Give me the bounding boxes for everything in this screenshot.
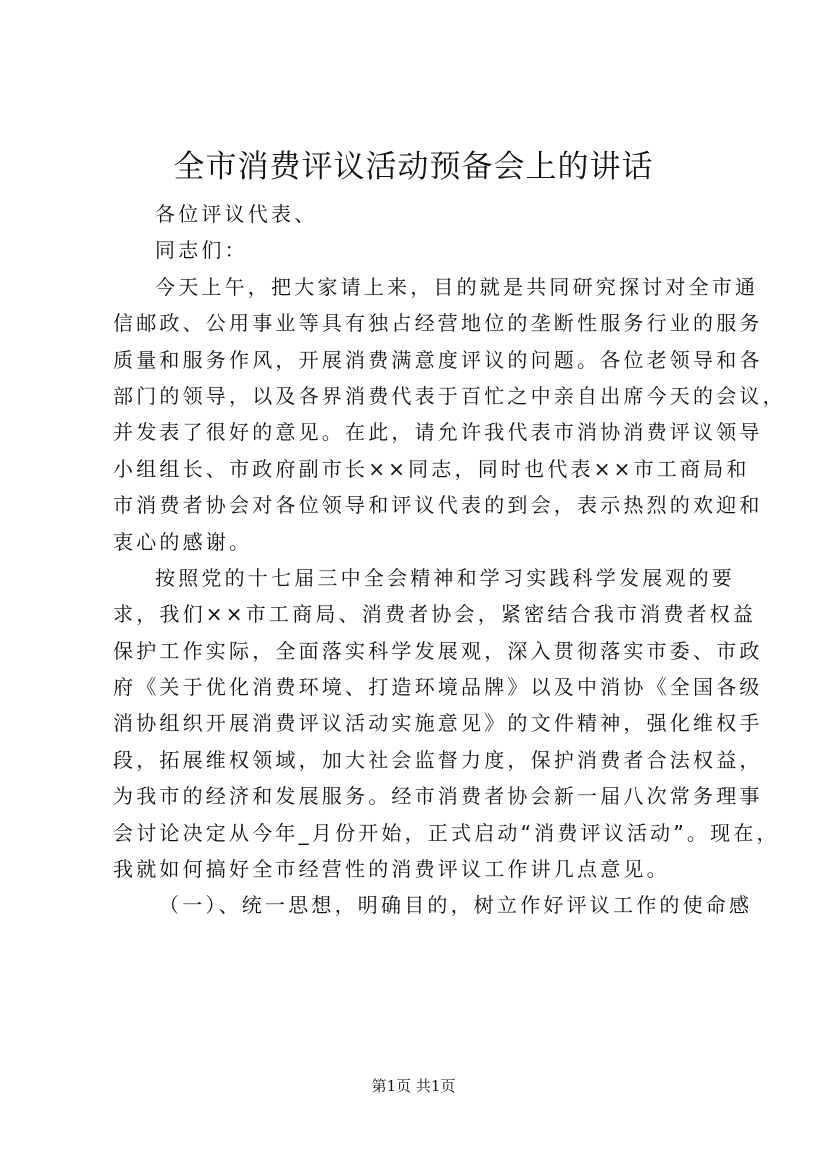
document-body	[113, 196, 786, 924]
paragraph-line: 为我市的经济和发展服务。经市消费者协会新一届八次常务理事	[113, 784, 763, 809]
paragraph-line: 按照党的十七届三中全会精神和学习实践科学发展观的要	[155, 565, 735, 590]
section-heading: （一）、统一思想，明确目的，树立作好评议工作的使命感	[159, 893, 753, 918]
paragraph-line: 信邮政、公用事业等具有独占经营地位的垄断性服务行业的服务	[113, 311, 763, 336]
paragraph-line: 消协组织开展消费评议活动实施意见》的文件精神，强化维权手	[113, 711, 763, 736]
paragraph-line: 衷心的感谢。	[113, 529, 253, 554]
salutation-line: 同志们：	[155, 238, 248, 263]
paragraph-line: 市消费者协会对各位领导和评议代表的到会，表示热烈的欢迎和	[113, 493, 763, 518]
paragraph-line: 我就如何搞好全市经营性的消费评议工作讲几点意见。	[113, 857, 670, 882]
paragraph-line: 府《关于优化消费环境、打造环境品牌》以及中消协《全国各级	[113, 675, 763, 700]
paragraph-line: 部门的领导，以及各界消费代表于百忙之中亲自出席今天的会议，	[113, 383, 786, 408]
paragraph-line: 保护工作实际，全面落实科学发展观，深入贯彻落实市委、市政	[113, 638, 763, 663]
paragraph-line: 会讨论决定从今年_月份开始，正式启动“消费评议活动”。现在，	[113, 820, 780, 845]
paragraph-line: 小组组长、市政府副市长××同志，同时也代表××市工商局和	[113, 456, 750, 481]
paragraph-line: 并发表了很好的意见。在此，请允许我代表市消协消费评议领导	[113, 420, 763, 445]
paragraph-line: 求，我们××市工商局、消费者协会，紧密结合我市消费者权益	[113, 602, 757, 627]
paragraph-line: 段，拓展维权领域，加大社会监督力度，保护消费者合法权益，	[113, 747, 763, 772]
page-footer: 第1页 共1页	[371, 1077, 456, 1095]
paragraph-line: 质量和服务作风，开展消费满意度评议的问题。各位老领导和各	[113, 347, 763, 372]
document-title: 全市消费评议活动预备会上的讲话	[173, 149, 654, 185]
salutation-line: 各位评议代表、	[155, 202, 318, 226]
paragraph-line: 今天上午，把大家请上来，目的就是共同研究探讨对全市通	[155, 274, 759, 299]
